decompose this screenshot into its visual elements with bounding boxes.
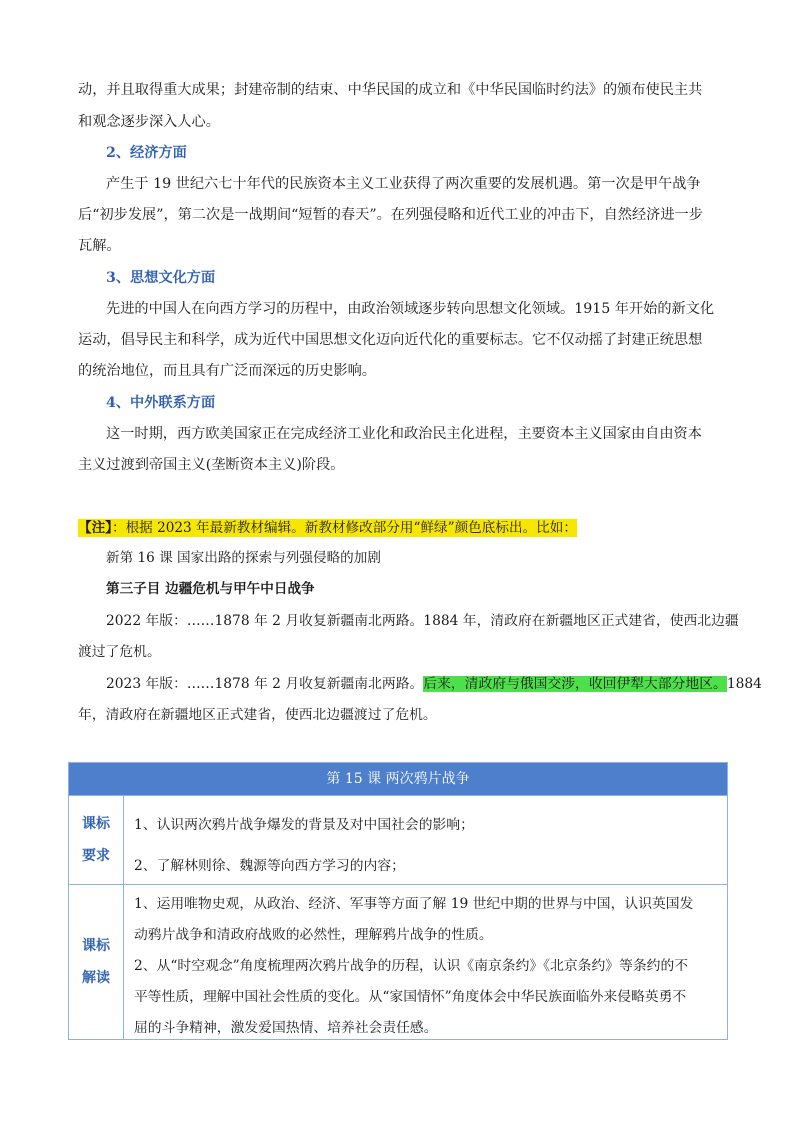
paragraph-line: 瓦解。 xyxy=(78,238,121,254)
paragraph-line: 这一时期，西方欧美国家正在完成经济工业化和政治民主化进程，主要资本主义国家由自由资本 xyxy=(106,426,702,442)
content-line: 屈的斗争精神，激发爱国热情、培养社会责任感。 xyxy=(134,1020,438,1036)
row-label-top: 课标 xyxy=(82,816,110,832)
paragraph-line: 运动，倡导民主和科学，成为近代中国思想文化迈向近代化的重要标志。它不仅动摇了封建正统思想 xyxy=(78,332,703,348)
note-highlight xyxy=(78,519,577,537)
subtopic-title: 第三子目 边疆危机与甲午中日战争 xyxy=(106,581,315,597)
paragraph-line: 主义过渡到帝国主义(垄断资本主义)阶段。 xyxy=(78,457,345,473)
intro-line-2: 和观念逐步深入人心。 xyxy=(78,114,220,130)
paragraph-line: 后“初步发展”，第二次是一战期间“短暂的春天”。在列强侵略和近代工业的冲击下，自然经济进一步 xyxy=(78,207,703,223)
row-content xyxy=(124,796,727,884)
content-line: 动鸦片战争和清政府战败的必然性，理解鸦片战争的性质。 xyxy=(134,927,493,943)
row-content xyxy=(124,885,727,1039)
row-label-top: 课标 xyxy=(82,938,110,954)
row-label-bottom: 解读 xyxy=(82,970,110,986)
table-row-interpretation xyxy=(69,885,727,1039)
intro-line-1: 动，并且取得重大成果；封建帝制的结束、中华民国的成立和《中华民国临时约法》的颁布使民主共 xyxy=(78,82,703,98)
content-line: 1、认识两次鸦片战争爆发的背景及对中国社会的影响； xyxy=(134,817,474,833)
revised-text-highlight: 后来，清政府与俄国交涉，收回伊犁大部分地区。 xyxy=(423,676,727,692)
content-line: 1、运用唯物史观，从政治、经济、军事等方面了解 19 世纪中期的世界与中国，认识英国发 xyxy=(134,896,694,912)
row-label-bottom: 要求 xyxy=(82,848,110,864)
section-heading-culture: 3、思想文化方面 xyxy=(106,270,216,286)
section-heading-economy: 2、经济方面 xyxy=(106,145,187,161)
row-label xyxy=(69,796,124,884)
section-heading-foreign: 4、中外联系方面 xyxy=(106,395,216,411)
table-title: 第 15 课 两次鸦片战争 xyxy=(69,763,727,796)
row-label xyxy=(69,885,124,1039)
paragraph-line: 产生于 19 世纪六七十年代的民族资本主义工业获得了两次重要的发展机遇。第一次是甲午战争 xyxy=(106,176,701,192)
content-line: 平等性质，理解中国社会性质的变化。从“家国情怀”角度体会中华民族面临外来侵略英勇不 xyxy=(134,989,687,1005)
note-label: 【注】 xyxy=(78,520,112,536)
version-2022-line-2: 渡过了危机。 xyxy=(78,644,161,660)
paragraph-line: 先进的中国人在向西方学习的历程中，由政治领域逐步转向思想文化领域。1915 年开始的新文化 xyxy=(106,301,715,317)
content-line: 2、从“时空观念”角度梳理两次鸦片战争的历程，认识《南京条约》《北京条约》等条约的不 xyxy=(134,958,689,974)
paragraph-line: 的统治地位，而且具有广泛而深远的历史影响。 xyxy=(78,363,376,379)
version-2023-text: 2023 年版：……1878 年 2 月收复新疆南北两路。 xyxy=(106,676,424,692)
note-line xyxy=(78,518,577,538)
note-text: ：根据 2023 年最新教材编辑。新教材修改部分用“鲜绿”颜色底标出。比如： xyxy=(111,520,577,536)
lesson-title: 新第 16 课 国家出路的探索与列强侵略的加剧 xyxy=(106,550,381,566)
version-2022-line-1: 2022 年版：……1878 年 2 月收复新疆南北两路。1884 年，清政府在新疆地区正式建省，使西北边疆 xyxy=(106,613,739,629)
table-row-requirements xyxy=(69,796,727,885)
lesson-table xyxy=(68,762,728,1040)
version-2023-text-after: 1884 xyxy=(726,676,762,692)
version-2023-line-1 xyxy=(106,674,762,694)
content-line: 2、了解林则徐、魏源等向西方学习的内容； xyxy=(134,858,405,874)
version-2023-line-2: 年，清政府在新疆地区正式建省，使西北边疆渡过了危机。 xyxy=(78,707,437,723)
